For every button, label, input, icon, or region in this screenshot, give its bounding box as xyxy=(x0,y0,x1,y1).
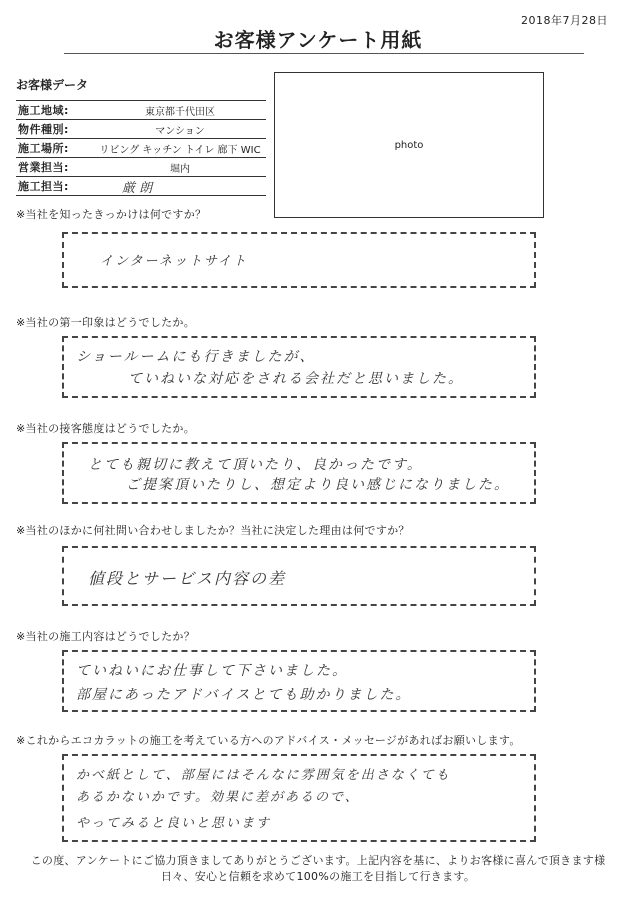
question-text: ※当社を知ったきっかけは何ですか？ xyxy=(16,208,207,221)
question-text: ※当社の施工内容はどうでしたか？ xyxy=(16,630,196,643)
answer-box xyxy=(62,336,536,398)
answer-line: とても親切に教えて頂いたり、良かったです。 xyxy=(88,457,423,473)
answer-line: かべ紙として、部屋にはそんなに雰囲気を出さなくても xyxy=(76,768,451,783)
info-row-location xyxy=(16,139,266,158)
answer-box xyxy=(62,442,536,504)
photo-placeholder xyxy=(274,72,544,218)
info-value: 東京都千代田区 xyxy=(145,106,215,118)
page-title: お客様アンケート用紙 xyxy=(213,28,423,52)
answer-line: ショールームにも行きましたが、 xyxy=(76,349,316,365)
footer-message-line1: この度、アンケートにご協力頂きましてありがとうございます。上記内容を基に、よりお客様に喜んで頂きます様 xyxy=(30,854,606,867)
info-row-area xyxy=(16,101,266,120)
answer-box xyxy=(62,546,536,606)
answer-line: あるかないかです。効果に差があるので、 xyxy=(76,790,360,805)
info-row-property-type xyxy=(16,120,266,139)
question-text: ※当社の接客態度はどうでしたか。 xyxy=(16,422,196,435)
answer-box xyxy=(62,232,536,288)
info-value: リビング キッチン トイレ 廊下 WIC xyxy=(99,144,261,156)
info-value-handwritten: 厳 朗 xyxy=(122,180,153,196)
info-label: 物件種別: xyxy=(18,123,69,136)
answer-line: ていねいな対応をされる会社だと思いました。 xyxy=(128,371,464,387)
answer-box xyxy=(62,650,536,712)
answer-box xyxy=(62,754,536,842)
info-label: 施工地域: xyxy=(18,104,69,117)
question-text: ※当社のほかに何社問い合わせしましたか？当社に決定した理由は何ですか？ xyxy=(16,524,410,537)
answer-line: ていねいにお仕事して下さいました。 xyxy=(76,663,348,679)
answer-line: 部屋にあったアドバイスとても助かりました。 xyxy=(76,687,412,703)
info-label: 営業担当: xyxy=(18,161,69,174)
title-underline xyxy=(64,53,584,54)
survey-date: 2018年7月28日 xyxy=(521,14,608,27)
photo-label: photo xyxy=(394,139,424,151)
answer-line: ご提案頂いたりし、想定より良い感じになりました。 xyxy=(126,477,510,493)
answer-line: やってみると良いと思います xyxy=(76,816,272,831)
question-text: ※当社の第一印象はどうでしたか。 xyxy=(16,316,196,329)
footer-message-line2: 日々、安心と信頼を求めて100%の施工を目指して行きます。 xyxy=(160,870,476,883)
info-value: マンション xyxy=(155,125,205,137)
answer-line: 値段とサービス内容の差 xyxy=(88,569,287,588)
info-value: 堀内 xyxy=(170,163,190,175)
answer-line: インターネットサイト xyxy=(100,254,248,269)
info-label: 施工担当: xyxy=(18,180,69,193)
info-label: 施工場所: xyxy=(18,142,69,155)
info-row-sales-rep xyxy=(16,158,266,177)
customer-data-label: お客様データ xyxy=(16,78,89,92)
customer-data-table xyxy=(16,100,266,196)
question-text: ※これからエコカラットの施工を考えている方へのアドバイス・メッセージがあればお願いします。 xyxy=(16,734,521,747)
info-row-installer xyxy=(16,177,266,196)
